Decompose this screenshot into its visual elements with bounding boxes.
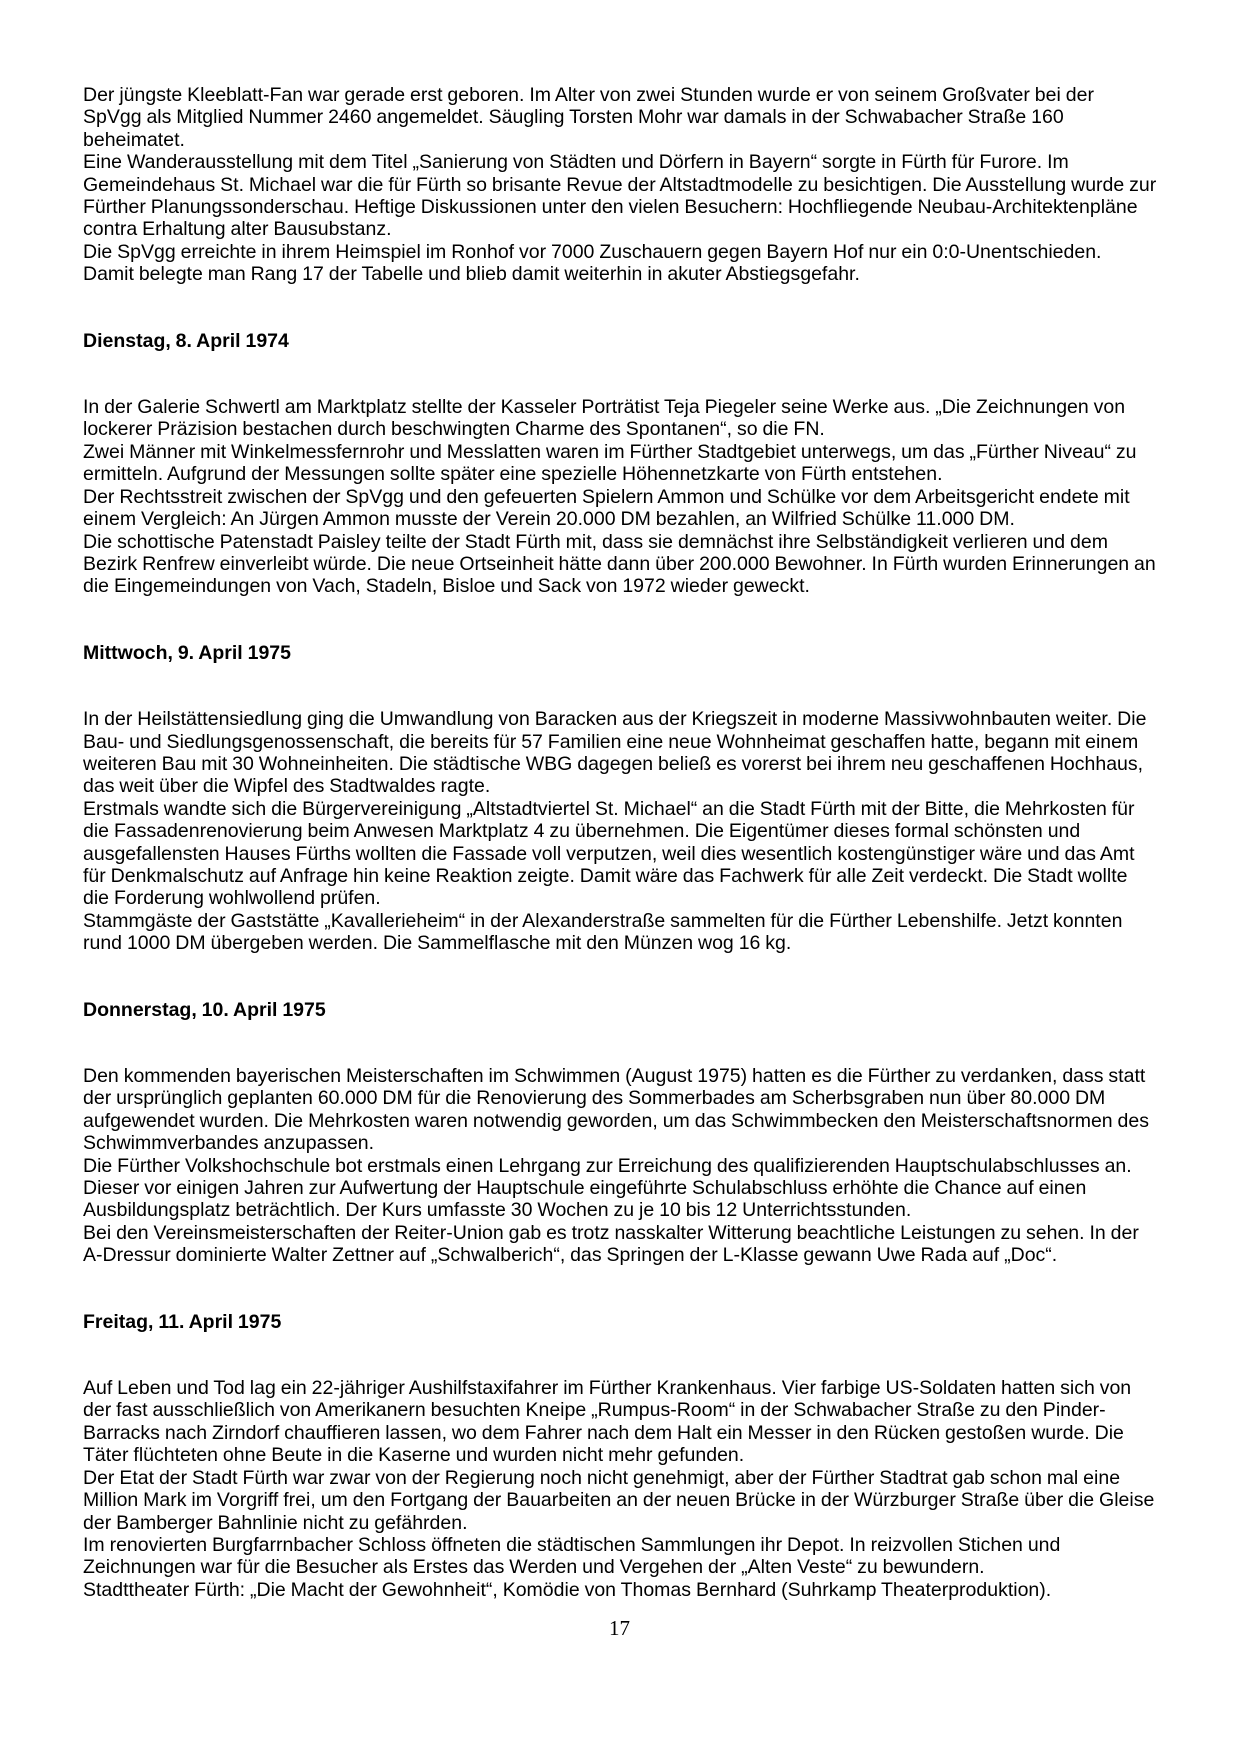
page-number: 17	[609, 1616, 630, 1640]
paragraph: Der Etat der Stadt Fürth war zwar von der Regierung noch nicht genehmigt, aber der Fürther Stadtrat gab schon mal eine Million Mark im Vorgriff frei, um den Fortgang der Bauarbeiten an der neuen Brücke in der Würzburger Straße über die Gleise der Bamberger Bahnlinie nicht zu gefährden.	[83, 1466, 1155, 1534]
paragraph: Den kommenden bayerischen Meisterschaften im Schwimmen (August 1975) hatten es die Fürther zu verdanken, dass statt der ursprünglich geplanten 60.000 DM für die Renovierung des Sommerbades am Scherbsgraben nun über 80.000 DM aufgewendet wurden. Die Mehrkosten waren notwendig geworden, um das Schwimmbecken den Meisterschaftsnormen des Schwimmverbandes anzupassen.	[83, 1065, 1149, 1155]
paragraph: Der Rechtsstreit zwischen der SpVgg und den gefeuerten Spielern Ammon und Schülke vor dem Arbeitsgericht endete mit einem Vergleich: An Jürgen Ammon musste der Verein 20.000 DM bezahlen, an Wilfried Schülke 11.000 DM.	[83, 485, 1130, 531]
section-heading: Freitag, 11. April 1975	[83, 1310, 282, 1333]
document-body	[83, 84, 1157, 1601]
paragraph: Erstmals wandte sich die Bürgervereinigung „Altstadtviertel St. Michael“ an die Stadt Fürth mit der Bitte, die Mehrkosten für die Fassadenrenovierung beim Anwesen Marktplatz 4 zu übernehmen. Die Eigentümer dieses formal schönsten und ausgefallensten Hauses Fürths wollten die Fassade voll verputzen, weil dies wesentlich kostengünstiger wäre und das Amt für Denkmalschutz auf Anfrage hin keine Reaktion zeigte. Damit wäre das Fachwerk für alle Zeit verdeckt. Die Stadt wollte die Forderung wohlwollend prüfen.	[83, 797, 1135, 910]
paragraph: Der jüngste Kleeblatt-Fan war gerade erst geboren. Im Alter von zwei Stunden wurde er von seinem Großvater bei der SpVgg als Mitglied Nummer 2460 angemeldet. Säugling Torsten Mohr war damals in der Schwabacher Straße 160 beheimatet.	[83, 84, 1094, 151]
paragraph: Im renovierten Burgfarrnbacher Schloss öffneten die städtischen Sammlungen ihr Depot. In reizvollen Stichen und Zeichnungen war für die Besucher als Erstes das Werden und Vergehen der „Alten Veste“ zu bewundern.	[83, 1533, 1061, 1579]
section-heading: Donnerstag, 10. April 1975	[83, 998, 326, 1021]
section-heading: Dienstag, 8. April 1974	[83, 329, 289, 352]
paragraph: Stammgäste der Gaststätte „Kavallerieheim“ in der Alexanderstraße sammelten für die Fürther Lebenshilfe. Jetzt konnten rund 1000 DM übergeben werden. Die Sammelflasche mit den Münzen wog 16 kg.	[83, 909, 1123, 955]
paragraph: Auf Leben und Tod lag ein 22-jähriger Aushilfstaxifahrer im Fürther Krankenhaus. Vier farbige US-Soldaten hatten sich von der fast ausschließlich von Amerikanern besuchten Kneipe „Rumpus-Room“ in der Schwabacher Straße zu den Pinder-Barracks nach Zirndorf chauffieren lassen, wo dem Fahrer nach dem Halt ein Messer in den Rücken gestoßen wurde. Die Täter flüchteten ohne Beute in die Kaserne und wurden nicht mehr gefunden.	[83, 1377, 1132, 1467]
paragraph: Die schottische Patenstadt Paisley teilte der Stadt Fürth mit, dass sie demnächst ihre Selbständigkeit verlieren und dem Bezirk Renfrew einverleibt würde. Die neue Ortseinheit hätte dann über 200.000 Bewohner. In Fürth wurden Erinnerungen an die Eingemeindungen von Vach, Stadeln, Bisloe und Sack von 1972 wieder geweckt.	[83, 530, 1156, 598]
paragraph: Eine Wanderausstellung mit dem Titel „Sanierung von Städten und Dörfern in Bayern“ sorgte in Fürth für Furore. Im Gemeindehaus St. Michael war die für Fürth so brisante Revue der Altstadtmodelle zu besichtigen. Die Ausstellung wurde zur Fürther Planungssonderschau. Heftige Diskussionen unter den vielen Besuchern: Hochfliegende Neubau-Architektenpläne contra Erhaltung alter Bausubstanz.	[83, 151, 1157, 241]
paragraph: Die SpVgg erreichte in ihrem Heimspiel im Ronhof vor 7000 Zuschauern gegen Bayern Hof nur ein 0:0-Unentschieden. Damit belegte man Rang 17 der Tabelle und blieb damit weiterhin in akuter Abstiegsgefahr.	[83, 240, 1102, 286]
paragraph: Die Fürther Volkshochschule bot erstmals einen Lehrgang zur Erreichung des qualifizierenden Hauptschulabschlusses an. Dieser vor einigen Jahren zur Aufwertung der Hauptschule eingeführte Schulabschluss erhöhte die Chance auf einen Ausbildungsplatz beträchtlich. Der Kurs umfasste 30 Wochen zu je 10 bis 12 Unterrichtsstunden.	[83, 1154, 1132, 1222]
paragraph: In der Heilstättensiedlung ging die Umwandlung von Baracken aus der Kriegszeit in moderne Massivwohnbauten weiter. Die Bau- und Siedlungsgenossenschaft, die bereits für 57 Familien eine neue Wohnheimat geschaffen hatte, begann mit einem weiteren Bau mit 30 Wohneinheiten. Die städtische WBG dagegen beließ es vorerst bei ihrem neu geschaffenen Hochhaus, das weit über die Wipfel des Stadtwaldes ragte.	[83, 708, 1147, 798]
paragraph: Bei den Vereinsmeisterschaften der Reiter-Union gab es trotz nasskalter Witterung beachtliche Leistungen zu sehen. In der A-Dressur dominierte Walter Zettner auf „Schwalberich“, das Springen der L-Klasse gewann Uwe Rada auf „Doc“.	[83, 1221, 1139, 1267]
section-heading: Mittwoch, 9. April 1975	[83, 641, 291, 664]
paragraph: Zwei Männer mit Winkelmessfernrohr und Messlatten waren im Fürther Stadtgebiet unterwegs, um das „Fürther Niveau“ zu ermitteln. Aufgrund der Messungen sollte später eine spezielle Höhennetzkarte von Fürth entstehen.	[83, 440, 1137, 486]
paragraph: In der Galerie Schwertl am Marktplatz stellte der Kasseler Porträtist Teja Piegeler seine Werke aus. „Die Zeichnungen von lockerer Präzision bestachen durch beschwingten Charme des Spontanen“, so die FN.	[83, 396, 1126, 441]
paragraph: Stadttheater Fürth: „Die Macht der Gewohnheit“, Komödie von Thomas Bernhard (Suhrkamp Theaterproduktion).	[83, 1578, 1052, 1601]
